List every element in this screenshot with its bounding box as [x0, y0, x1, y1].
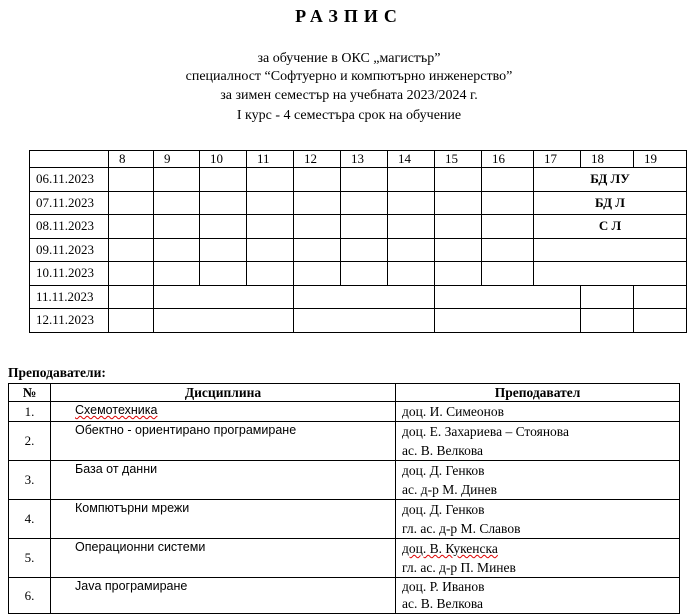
row-number: 1. [9, 402, 51, 422]
date-cell: 08.11.2023 [30, 215, 109, 239]
teacher-primary: доц. Д. Генков [402, 502, 485, 517]
table-row [9, 539, 680, 578]
hour-cell: 14 [388, 151, 435, 168]
column-header: Дисциплина [51, 384, 396, 402]
hour-cell: 19 [634, 151, 687, 168]
hour-cell: 15 [435, 151, 482, 168]
schedule-table [29, 150, 687, 333]
schedule-row [30, 309, 687, 333]
subtitle-specialty: специалност “Софтуерно и компютърно инженерство” [185, 69, 513, 84]
hour-cell: 16 [482, 151, 534, 168]
class-label: С Л [534, 215, 687, 239]
subtitle-semester: за зимен семестър на учебната 2023/2024 г. [220, 88, 478, 103]
discipline-name: Компютърни мрежи [51, 500, 396, 539]
date-cell: 12.11.2023 [30, 309, 109, 333]
teacher-secondary: гл. ас. д-р М. Славов [402, 521, 521, 536]
date-cell: 10.11.2023 [30, 262, 109, 286]
table-row [9, 578, 680, 614]
schedule-row [30, 168, 687, 192]
teacher-secondary: гл. ас. д-р П. Минев [402, 560, 516, 575]
schedule-row [30, 191, 687, 215]
hour-cell: 18 [581, 151, 634, 168]
date-cell: 06.11.2023 [30, 168, 109, 192]
discipline-name: База от данни [51, 461, 396, 500]
date-cell: 07.11.2023 [30, 191, 109, 215]
teachers-header-row [9, 384, 680, 402]
discipline-name: Операционни системи [51, 539, 396, 578]
teachers-section-title: Преподаватели: [8, 365, 106, 380]
row-number: 4. [9, 500, 51, 539]
discipline-name: Схемотехника [75, 403, 158, 417]
teachers-table [8, 383, 680, 614]
class-label: БД Л [534, 191, 687, 215]
column-header: Преподавател [396, 384, 680, 402]
subtitle-course: I курс - 4 семестъра срок на обучение [236, 108, 462, 123]
class-label: БД ЛУ [534, 168, 687, 192]
teacher-secondary: ас. В. Велкова [402, 443, 484, 458]
teacher-primary: доц. Д. Генков [402, 463, 485, 478]
hour-cell: 9 [154, 151, 200, 168]
hour-cell: 12 [294, 151, 341, 168]
teacher-primary: доц. И. Симеонов [402, 404, 504, 419]
teacher-primary: доц. Р. Иванов [402, 579, 485, 594]
row-number: 2. [9, 422, 51, 461]
subtitle-degree: за обучение в ОКС „магистър” [257, 51, 441, 66]
teacher-primary: доц. В. Кукенска [402, 541, 498, 556]
hour-cell: 11 [247, 151, 294, 168]
hour-cell: 8 [109, 151, 154, 168]
teacher-secondary: ас. д-р М. Динев [402, 482, 498, 497]
date-cell: 09.11.2023 [30, 238, 109, 262]
schedule-row [30, 215, 687, 239]
table-row [9, 402, 680, 422]
schedule-row [30, 238, 687, 262]
row-number: 5. [9, 539, 51, 578]
schedule-header-row [30, 151, 687, 168]
hour-cell: 13 [341, 151, 388, 168]
discipline-name: Обектно - ориентирано програмиране [51, 422, 396, 461]
row-number: 6. [9, 578, 51, 614]
schedule-row [30, 262, 687, 286]
document-title: РАЗПИС [295, 6, 403, 26]
corner-cell [30, 151, 109, 168]
date-cell: 11.11.2023 [30, 285, 109, 309]
table-row [9, 500, 680, 539]
hour-cell: 10 [200, 151, 247, 168]
column-header: № [9, 384, 51, 402]
row-number: 3. [9, 461, 51, 500]
hour-cell: 17 [534, 151, 581, 168]
schedule-row [30, 285, 687, 309]
teacher-primary: доц. Е. Захариева – Стоянова [402, 424, 569, 439]
table-row [9, 422, 680, 461]
teacher-secondary: ас. В. Велкова [402, 596, 484, 611]
table-row [9, 461, 680, 500]
discipline-name: Java програмиране [51, 578, 396, 614]
